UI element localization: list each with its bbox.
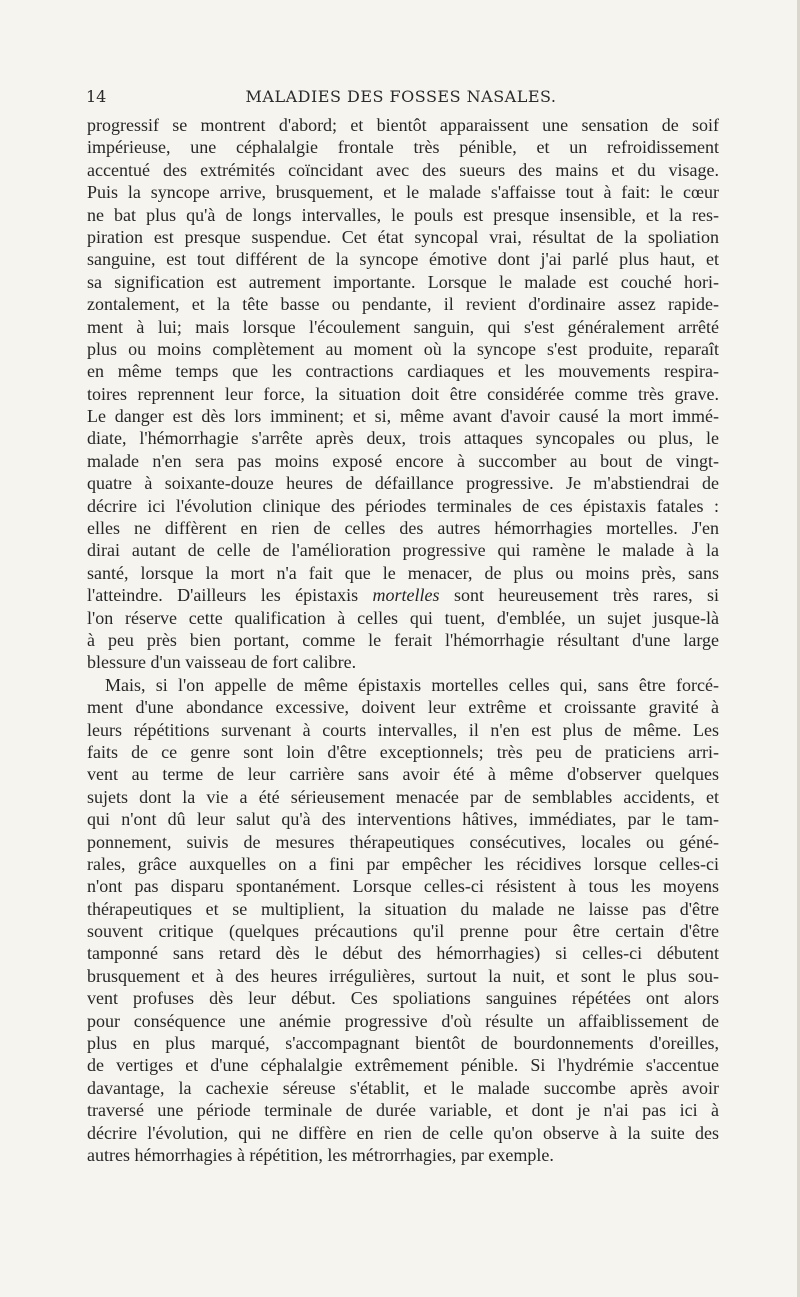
text-line: ment à lui; mais lorsque l'écoulement sanguin, qui s'est généralement arrêté bbox=[87, 316, 719, 337]
text-line: ment d'une abondance excessive, doivent leur extrême et croissante gravité à bbox=[87, 697, 719, 718]
text-line: l'on réserve cette qualification à celles qui tuent, d'emblée, un sujet jusque-là bbox=[87, 607, 719, 628]
text-line: vent au terme de leur carrière sans avoir été à même d'observer quelques bbox=[87, 764, 719, 785]
text-line: accentué des extrémités coïncidant avec des sueurs des mains et du visage. bbox=[87, 159, 719, 180]
text-line: sa signification est autrement importante. Lorsque le malade est couché hori- bbox=[87, 271, 719, 292]
text-line: blessure d'un vaisseau de fort calibre. bbox=[87, 652, 357, 673]
text-line: diate, l'hémorrhagie s'arrête après deux, trois attaques syncopales ou plus, le bbox=[87, 428, 719, 449]
text-line: ponnement, suivis de mesures thérapeutiques consécutives, locales ou géné- bbox=[87, 831, 719, 852]
text-line: quatre à soixante-douze heures de défaillance progressive. Je m'abstiendrai de bbox=[87, 473, 719, 494]
text-line: plus en plus marqué, s'accompagnant bientôt de bourdonnements d'oreilles, bbox=[87, 1033, 719, 1054]
text-line: dirai autant de celle de l'amélioration progressive qui ramène le malade à la bbox=[87, 540, 719, 561]
text-line: autres hémorrhagies à répétition, les métrorrhagies, par exemple. bbox=[87, 1144, 554, 1165]
text-segment: l'atteindre. D'ailleurs les épistaxis bbox=[87, 585, 373, 606]
text-line: piration est presque suspendue. Cet état syncopal vrai, résultat de la spoliation bbox=[87, 226, 719, 247]
running-head: MALADIES DES FOSSES NASALES. bbox=[245, 87, 557, 106]
text-line: en même temps que les contractions cardiaques et les mouvements respira- bbox=[87, 361, 719, 382]
text-line: leurs répétitions survenant à courts intervalles, il n'en est plus de même. Les bbox=[87, 719, 719, 740]
text-line: rales, grâce auxquelles on a fini par empêcher les récidives lorsque celles-ci bbox=[87, 853, 719, 874]
text-line: de vertiges et d'une céphalalgie extrêmement pénible. Si l'hydrémie s'accentue bbox=[87, 1055, 719, 1076]
page-number: 14 bbox=[86, 87, 107, 106]
text-segment: sont heureusement très rares, si bbox=[439, 585, 719, 606]
text-line: progressif se montrent d'abord; et bientôt apparaissent une sensation de soif bbox=[87, 115, 719, 135]
text-line: qui n'ont dû leur salut qu'à des interventions hâtives, immédiates, par le tam- bbox=[87, 809, 719, 830]
text-line: brusquement et à des heures irrégulières, surtout la nuit, et sont le plus sou- bbox=[87, 965, 719, 986]
italic-term: mortelles bbox=[372, 585, 440, 606]
text-line: traversé une période terminale de durée variable, et dont je n'ai pas ici à bbox=[87, 1100, 719, 1121]
body-text bbox=[87, 114, 719, 1166]
text-line: impérieuse, une céphalalgie frontale très pénible, et un refroidissement bbox=[87, 137, 719, 158]
text-line: davantage, la cachexie séreuse s'établit, et le malade succombe après avoir bbox=[87, 1077, 719, 1098]
text-line: sujets dont la vie a été sérieusement menacée par de semblables accidents, et bbox=[87, 786, 719, 807]
text-line: malade n'en sera pas moins exposé encore à succomber au bout de vingt- bbox=[87, 450, 719, 471]
text-line: toires reprennent leur force, la situation doit être considérée comme très grave. bbox=[87, 383, 719, 404]
text-line: faits de ce genre sont loin d'être exceptionnels; très peu de praticiens arri- bbox=[87, 741, 719, 762]
text-line: plus ou moins complètement au moment où la syncope s'est produite, reparaît bbox=[87, 338, 719, 359]
text-line: thérapeutiques et se multiplient, la situation du malade ne laisse pas d'être bbox=[87, 898, 719, 919]
text-line: tamponné sans retard dès le début des hémorrhagies) si celles-ci débutent bbox=[87, 943, 719, 964]
text-line: elles ne diffèrent en rien de celles des autres hémorrhagies mortelles. J'en bbox=[87, 518, 719, 539]
text-line: zontalement, et la tête basse ou pendante, il revient d'ordinaire assez rapide- bbox=[87, 294, 719, 315]
page-header bbox=[86, 87, 716, 111]
text-line: souvent critique (quelques précautions qu'il prenne pour être certain d'être bbox=[87, 921, 719, 942]
text-line: Le danger est dès lors imminent; et si, même avant d'avoir causé la mort immé- bbox=[87, 406, 719, 427]
text-line: décrire ici l'évolution clinique des périodes terminales de ces épistaxis fatales : bbox=[87, 495, 719, 516]
text-line: à peu près bien portant, comme le ferait l'hémorrhagie résultant d'une large bbox=[87, 629, 719, 650]
text-line-with-italic bbox=[87, 584, 719, 606]
text-line: décrire l'évolution, qui ne diffère en rien de celle qu'on observe à la suite des bbox=[87, 1122, 719, 1143]
text-line: Mais, si l'on appelle de même épistaxis mortelles celles qui, sans être forcé- bbox=[105, 674, 719, 695]
text-line: ne bat plus qu'à de longs intervalles, le pouls est presque insensible, et la res- bbox=[87, 204, 719, 225]
text-line: pour conséquence une anémie progressive d'où résulte un affaiblissement de bbox=[87, 1010, 719, 1031]
text-line: santé, lorsque la mort n'a fait que le menacer, de plus ou moins près, sans bbox=[87, 562, 719, 583]
text-line: sanguine, est tout différent de la syncope émotive dont j'ai parlé plus haut, et bbox=[87, 249, 719, 270]
text-line: n'ont pas disparu spontanément. Lorsque celles-ci résistent à tous les moyens bbox=[87, 876, 719, 897]
text-line: Puis la syncope arrive, brusquement, et le malade s'affaisse tout à fait: le cœur bbox=[87, 182, 719, 203]
text-line: vent profuses dès leur début. Ces spoliations sanguines répétées ont alors bbox=[87, 988, 719, 1009]
